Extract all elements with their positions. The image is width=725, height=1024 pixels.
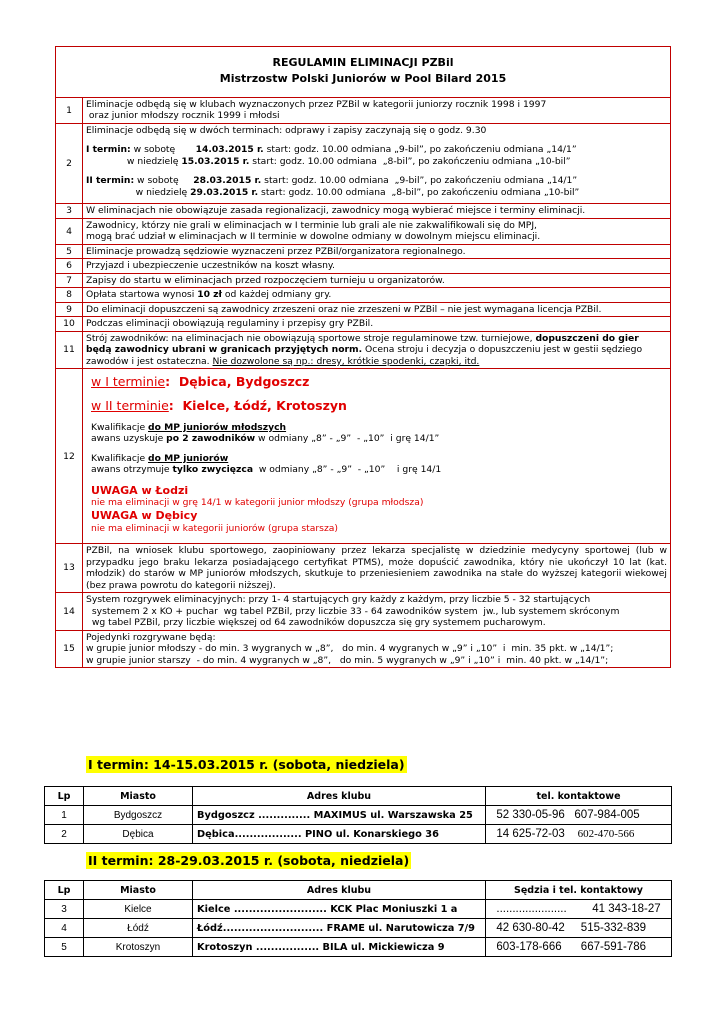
rule-row-2 — [56, 123, 671, 204]
rule-row-4 — [56, 218, 671, 244]
cell-city: Krotoszyn — [84, 938, 193, 957]
cell-city: Bydgoszcz — [84, 806, 193, 825]
col-lp: Lp — [45, 881, 84, 900]
warning-lodz-text: nie ma eliminacji w grę 14/1 w kategorii junior młodszy (grupa młodsza) — [91, 497, 424, 509]
rule-number: 11 — [56, 331, 83, 369]
rule-number: 7 — [56, 273, 83, 288]
rule-row-9 — [56, 302, 671, 317]
rule-row-1 — [56, 97, 671, 123]
rule-row-3 — [56, 204, 671, 219]
rule-row-12 — [56, 369, 671, 544]
term-1-sunday: w niedzielę 15.03.2015 r. start: godz. 10.00 odmiana „8-bil”, po zakończeniu odmiana „10-bil” — [86, 155, 571, 167]
cell-address: Kielce ......................... KCK Plac Moniuszki 1 a — [193, 900, 486, 919]
rule-row-14 — [56, 593, 671, 631]
table-header-row — [45, 881, 672, 900]
fee-amount: 10 zł — [197, 289, 222, 301]
rule-text: Do eliminacji dopuszczeni są zawodnicy zrzeszeni oraz nie zrzeszeni w PZBil – nie jest wymagana licencja PZBil. — [83, 302, 671, 317]
qualification-junior-younger: Kwalifikacje do MP juniorów młodszych — [91, 421, 287, 433]
rule-line: Eliminacje odbędą się w klubach wyznaczonych przez PZBil w kategorii juniorzy rocznik 1998 i 1997 — [86, 98, 547, 110]
cell-phone: 42 630-80-42 515-332-839 — [486, 919, 672, 938]
rule-line: Zawodnicy, którzy nie grali w eliminacjach w I terminie lub grali ale nie zakwalifikowali się do MPJ, — [86, 219, 537, 231]
cell-phone: 52 330-05-96 607-984-005 — [486, 806, 672, 825]
rule-text: W eliminacjach nie obowiązuje zasada regionalizacji, zawodnicy mogą wybierać miejsce i terminy eliminacji. — [83, 204, 671, 219]
cell-address: Bydgoszcz .............. MAXIMUS ul. Warszawska 25 — [193, 806, 486, 825]
cell-city: Dębica — [84, 825, 193, 844]
rule-text: Opłata startowa wynosi 10 zł od każdej odmiany gry. — [83, 288, 671, 303]
cell-address: Łódź........................... FRAME ul. Narutowicza 7/9 — [193, 919, 486, 938]
rules-header-row — [56, 47, 671, 98]
rule-row-11 — [56, 331, 671, 369]
rule-line: Eliminacje odbędą się w dwóch terminach: odprawy i zapisy zaczynają się o godz. 9.30 — [86, 124, 487, 136]
rule-row-6 — [56, 259, 671, 274]
rule-number: 3 — [56, 204, 83, 219]
rule-row-13 — [56, 544, 671, 593]
rule-text: PZBil, na wniosek klubu sportowego, zaopiniowany przez lekarza specjalistę w dziedzinie medycyny sportowej (lub w przypadku jego braku lekarza posiadającego certyfikat PTMS), może dopuścić zawodnika, który nie ukończył 10 lat (kat. młodzik) do starów w MP juniorów młodszych, skutkuje to przeniesieniem zawodnika na stałe do wyższej kategorii wiekowej (bez prawa powrotu do kategorii niższej). — [83, 544, 671, 593]
document-subtitle: Mistrzostw Polski Juniorów w Pool Bilard 2015 — [219, 71, 507, 85]
term-2-sunday: w niedzielę 29.03.2015 r. start: godz. 10.00 odmiana „8-bil”, po zakończeniu odmiana „10-bil” — [86, 186, 580, 198]
table-row — [45, 825, 672, 844]
rule-number: 8 — [56, 288, 83, 303]
term-1-saturday: I termin: w sobotę 14.03.2015 r. start: godz. 10.00 odmiana „9-bil”, po zakończeniu odmiana „14/1” — [86, 144, 577, 156]
rules-header — [56, 47, 671, 98]
table-row — [45, 938, 672, 957]
dress-code-note: Nie dozwolone są np.: dresy, krótkie spodenki, czapki, itd. — [212, 355, 480, 367]
rule-number: 13 — [56, 544, 83, 593]
table-row — [45, 806, 672, 825]
rule-text — [83, 97, 671, 123]
warning-debica-title: UWAGA w Dębicy — [91, 508, 198, 522]
col-lp: Lp — [45, 787, 84, 806]
warning-lodz-title: UWAGA w Łodzi — [91, 483, 189, 497]
rule-number: 6 — [56, 259, 83, 274]
cell-lp: 3 — [45, 900, 84, 919]
rule-number: 4 — [56, 218, 83, 244]
rule-text — [83, 218, 671, 244]
term-2-saturday: II termin: w sobotę 28.03.2015 r. start: godz. 10.00 odmiana „9-bil”, po zakończeniu odmiana „14/1” — [86, 175, 578, 187]
cell-phone: 14 625-72-03 602-470-566 — [486, 825, 672, 844]
term-1-clubs-table — [44, 786, 672, 844]
rules-table — [55, 46, 671, 668]
rule-row-15 — [56, 630, 671, 668]
cell-lp: 1 — [45, 806, 84, 825]
rule-row-5 — [56, 244, 671, 259]
rule-row-8 — [56, 288, 671, 303]
term-2-title: II termin: 28-29.03.2015 r. (sobota, niedziela) — [88, 853, 410, 868]
rule-number: 15 — [56, 630, 83, 668]
rule-row-10 — [56, 317, 671, 332]
rule-text: System rozgrywek eliminacyjnych: przy 1- 4 startujących gry każdy z każdym, przy liczbie 5 - 32 startujących systemem 2 x KO + puchar wg tabel PZBil, przy liczbie 33 - 64 zawodników system jw., lub systemem skróconym wg tabel PZBil, przy liczbie większej od 64 zawodników dopuszcza się gry systemem pucharowym. — [83, 593, 671, 631]
rule-text: Przyjazd i ubezpieczenie uczestników na koszt własny. — [83, 259, 671, 274]
rule-text: Eliminacje prowadzą sędziowie wyznaczeni przez PZBil/organizatora regionalnego. — [83, 244, 671, 259]
rule-number: 10 — [56, 317, 83, 332]
table-row — [45, 919, 672, 938]
rule-text — [83, 123, 671, 204]
table-row — [45, 900, 672, 919]
col-address: Adres klubu — [193, 787, 486, 806]
col-city: Miasto — [84, 881, 193, 900]
table-header-row — [45, 787, 672, 806]
rule-number: 1 — [56, 97, 83, 123]
warning-debica-text: nie ma eliminacji w kategorii juniorów (grupa starsza) — [91, 522, 338, 534]
rule-number: 9 — [56, 302, 83, 317]
term-1-title: I termin: 14-15.03.2015 r. (sobota, niedziela) — [88, 757, 405, 772]
cell-phone: 603-178-666 667-591-786 — [486, 938, 672, 957]
rule-text: Zapisy do startu w eliminacjach przed rozpoczęciem turnieju u organizatorów. — [83, 273, 671, 288]
col-referee-phone: Sędzia i tel. kontaktowy — [486, 881, 672, 900]
cell-city: Kielce — [84, 900, 193, 919]
rule-number: 14 — [56, 593, 83, 631]
cell-phone: ...................... 41 343-18-27 — [486, 900, 672, 919]
cell-city: Łódź — [84, 919, 193, 938]
rule-number: 5 — [56, 244, 83, 259]
cell-lp: 2 — [45, 825, 84, 844]
document-title: REGULAMIN ELIMINACJI PZBil — [272, 56, 454, 69]
col-address: Adres klubu — [193, 881, 486, 900]
rule-text: Strój zawodników: na eliminacjach nie obowiązują sportowe stroje regulaminowe tzw. turniejowe, dopuszczeni do gier będą zawodnicy ubrani w granicach przyjętych norm. Ocena stroju i decyzja o dopuszczeniu jest w gestii sędziego zawodów i jest ostateczna. Nie dozwolone są np.: dresy, krótkie spodenki, czapki, itd. — [83, 331, 671, 369]
rule-row-7 — [56, 273, 671, 288]
rule-number: 2 — [56, 123, 83, 204]
rule-text: Podczas eliminacji obowiązują regulaminy i przepisy gry PZBil. — [83, 317, 671, 332]
cell-lp: 4 — [45, 919, 84, 938]
cell-address: Dębica.................. PINO ul. Konarskiego 36 — [193, 825, 486, 844]
term-2-locations: w II terminie: Kielce, Łódź, Krotoszyn — [91, 398, 347, 413]
rule-line: oraz junior młodszy rocznik 1999 i młodsi — [86, 110, 280, 122]
rule-line: mogą brać udział w eliminacjach w II terminie w dowolne odmiany w dowolnym miejscu eliminacji. — [86, 231, 541, 243]
cell-lp: 5 — [45, 938, 84, 957]
rule-number: 12 — [56, 369, 83, 544]
rule-text: w I terminie: Dębica, Bydgoszcz w II terminie: Kielce, Łódź, Krotoszyn Kwalifikacje do MP juniorów młodszych awans uzyskuje po 2 zawodników w odmiany „8” - „9” - „10” i grę 14/1” Kwalifikacje do MP juniorów awans otrzymuje tylko zwycięzca w odmiany „8” - „9” - „10” i grę 14/1 UWAGA w Łodzi nie ma eliminacji w grę 14/1 w kategorii junior młodszy (grupa młodsza) UWAGA w Dębicy nie ma eliminacji w kategorii juniorów (grupa starsza) — [83, 369, 671, 544]
cell-address: Krotoszyn ................. BILA ul. Mickiewicza 9 — [193, 938, 486, 957]
rule-text: Pojedynki rozgrywane będą: w grupie junior młodszy - do min. 3 wygranych w „8”, do min. 4 wygranych w „9” i „10” i min. 35 pkt. w „14/1”; w grupie junior starszy - do min. 4 wygranych w „8”, do min. 5 wygranych w „9” i „10” i min. 40 pkt. w „14/1”; — [83, 630, 671, 668]
term-1-locations: w I terminie: Dębica, Bydgoszcz — [91, 374, 310, 390]
qualification-junior: Kwalifikacje do MP juniorów — [91, 452, 229, 464]
term-2-clubs-table — [44, 880, 672, 957]
col-phone: tel. kontaktowe — [486, 787, 672, 806]
col-city: Miasto — [84, 787, 193, 806]
